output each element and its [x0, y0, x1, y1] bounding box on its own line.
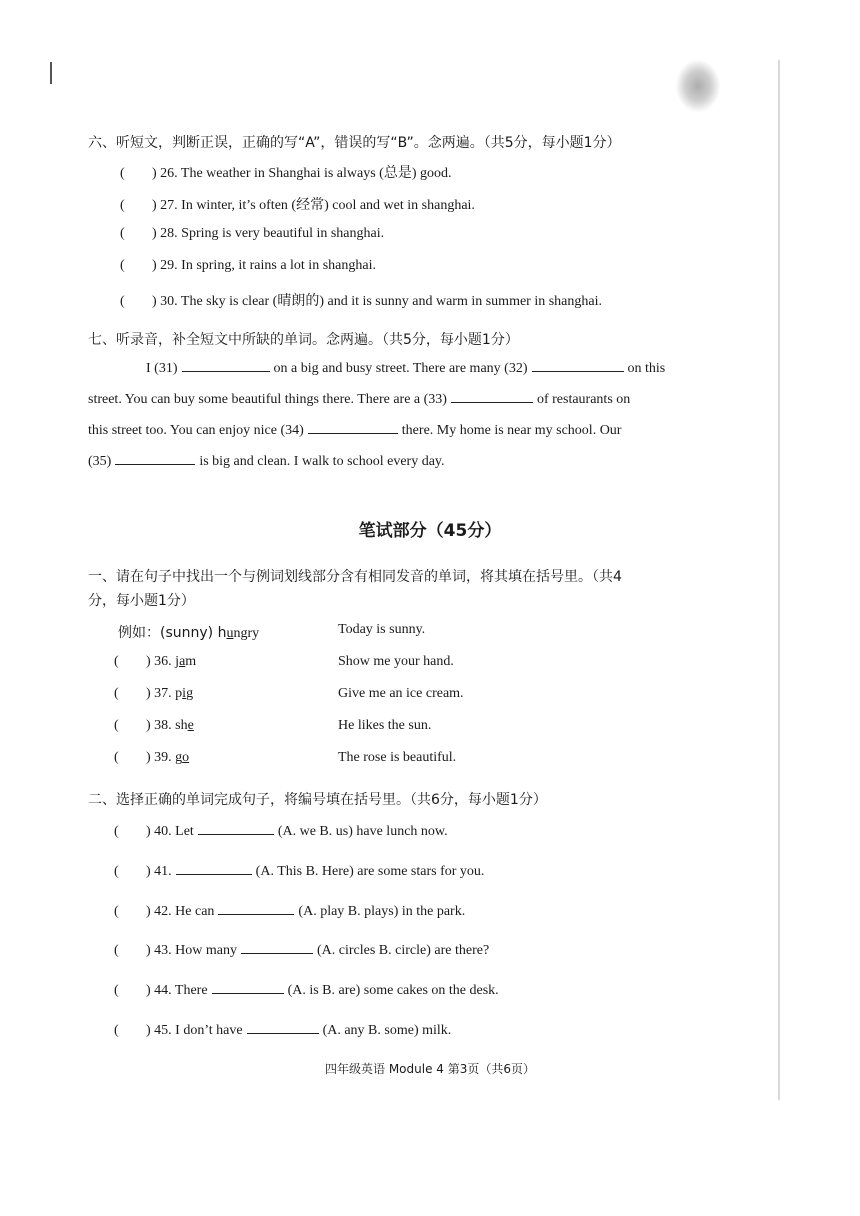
part1-example: 例如：(sunny) hungry: [118, 625, 260, 641]
answer-paren: (: [120, 198, 125, 213]
blank-42[interactable]: [218, 900, 294, 915]
part7-passage: [88, 353, 708, 477]
passage-line-4: (35) is big and clean. I walk to school every day.: [88, 446, 708, 477]
part2-item-41: ( ) 41. (A. This B. Here) are some stars for you.: [114, 860, 484, 880]
part6-item-29: [120, 258, 376, 274]
passage-line-3: this street too. You can enjoy nice (34) there. My home is near my school. Our: [88, 415, 708, 446]
blank-44[interactable]: [212, 979, 284, 994]
part1-sentence-36: Show me your hand.: [338, 654, 454, 669]
part6-item-27: [120, 194, 475, 214]
part2-item-43: ( ) 43. How many (A. circles B. circle) are there?: [114, 939, 489, 959]
item-text: ) 26. The weather in Shanghai is always (总是) good.: [152, 166, 452, 181]
part6-heading: 六、听短文，判断正误，正确的写“A”，错误的写“B”。念两遍。（共5分，每小题1分）: [88, 135, 621, 151]
part1-item-36: ( ) 36. jam: [114, 654, 197, 669]
part1-sentence-37: Give me an ice cream.: [338, 686, 464, 701]
answer-paren: (: [120, 258, 125, 273]
scan-smudge: [676, 60, 720, 112]
scan-edge-mark: [50, 62, 52, 84]
part2-item-40: ( ) 40. Let (A. we B. us) have lunch now.: [114, 820, 448, 840]
part1-example-sentence: Today is sunny.: [338, 622, 426, 637]
item-text: ) 29. In spring, it rains a lot in shanghai.: [152, 258, 376, 273]
part1-sentence-39: The rose is beautiful.: [338, 750, 457, 765]
blank-31[interactable]: [182, 357, 270, 372]
blank-32[interactable]: [532, 357, 624, 372]
part2-heading: 二、选择正确的单词完成句子，将编号填在括号里。（共6分，每小题1分）: [88, 792, 547, 808]
item-text: ) 28. Spring is very beautiful in shanghai.: [152, 226, 385, 241]
part1-item-37: ( ) 37. pig: [114, 686, 194, 701]
part1-item-38: ( ) 38. she: [114, 718, 194, 733]
part1-sentence-38: He likes the sun.: [338, 718, 432, 733]
part6-item-28: [120, 226, 384, 242]
blank-33[interactable]: [451, 388, 533, 403]
passage-line-2: street. You can buy some beautiful things there. There are a (33) of restaurants on: [88, 384, 708, 415]
part7-heading: 七、听录音，补全短文中所缺的单词。念两遍。（共5分，每小题1分）: [88, 332, 519, 348]
answer-paren: (: [120, 294, 125, 309]
blank-40[interactable]: [198, 820, 274, 835]
passage-line-1: I (31) on a big and busy street. There are many (32) on this: [88, 353, 708, 384]
scan-edge-shadow: [778, 60, 780, 1100]
blank-34[interactable]: [308, 419, 398, 434]
blank-41[interactable]: [176, 860, 252, 875]
part6-item-30: [120, 290, 602, 310]
answer-paren: (: [120, 166, 125, 181]
written-section-title: 笔试部分（45分）: [358, 521, 502, 541]
part2-item-44: ( ) 44. There (A. is B. are) some cakes on the desk.: [114, 979, 499, 999]
part1-heading-line1: 一、请在句子中找出一个与例词划线部分含有相同发音的单词，将其填在括号里。（共4: [88, 569, 622, 585]
answer-paren: (: [120, 226, 125, 241]
item-text: ) 27. In winter, it’s often (经常) cool and wet in shanghai.: [152, 198, 475, 213]
blank-45[interactable]: [247, 1019, 319, 1034]
part2-item-42: ( ) 42. He can (A. play B. plays) in the park.: [114, 900, 465, 920]
part6-item-26: [120, 162, 452, 182]
blank-35[interactable]: [115, 450, 195, 465]
part1-item-39: ( ) 39. go: [114, 750, 190, 765]
item-text: ) 30. The sky is clear (晴朗的) and it is sunny and warm in summer in shanghai.: [152, 294, 602, 309]
part2-item-45: ( ) 45. I don’t have (A. any B. some) milk.: [114, 1019, 451, 1039]
part1-heading-line2: 分，每小题1分）: [88, 593, 195, 609]
blank-43[interactable]: [241, 939, 313, 954]
page-footer: 四年级英语 Module 4 第3页（共6页）: [325, 1062, 535, 1076]
